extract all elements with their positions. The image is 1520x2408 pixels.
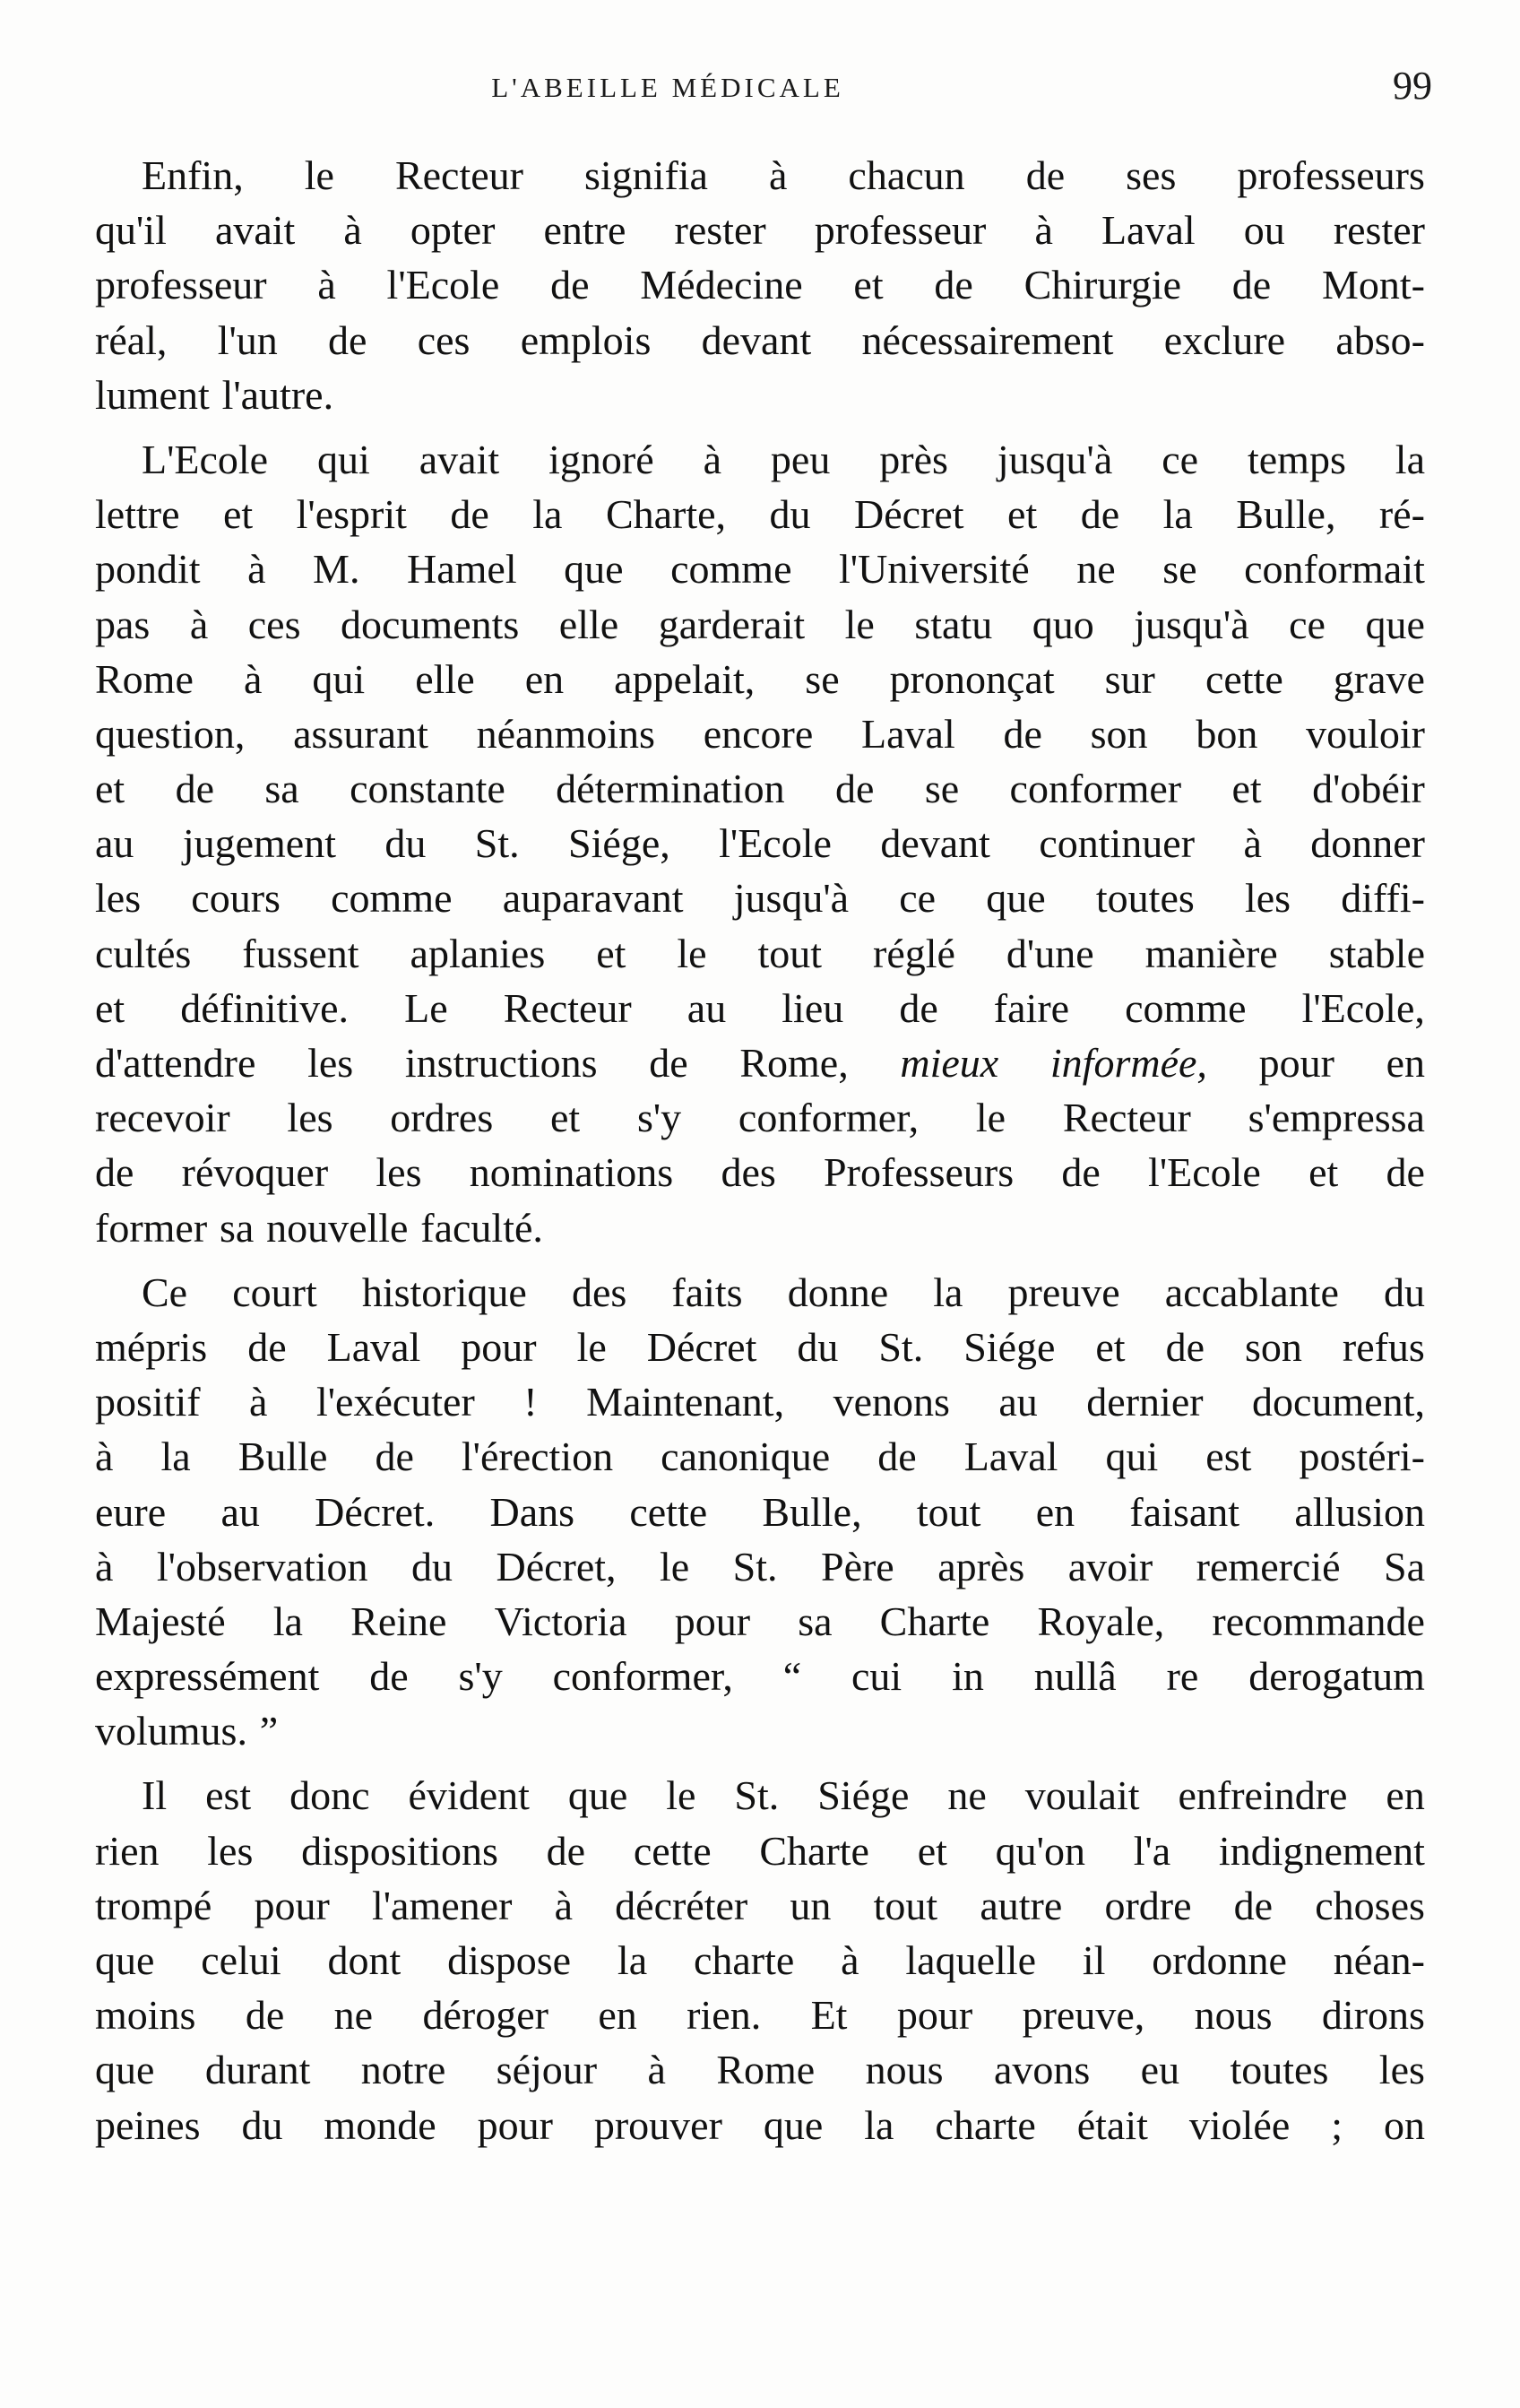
text-line: expressément de s'y conformer, “ cui in nullâ re derogatum — [95, 1653, 1425, 1700]
text-line: Rome à qui elle en appelait, se prononçat sur cette grave — [95, 655, 1425, 702]
paragraph — [95, 148, 1425, 422]
body-text — [95, 148, 1425, 2162]
text-line: L'Ecole qui avait ignoré à peu près jusqu'à ce temps la — [142, 436, 1425, 482]
text-line: professeur à l'Ecole de Médecine et de Chirurgie de Mont- — [95, 262, 1425, 308]
text-line: et de sa constante détermination de se conformer et d'obéir — [95, 766, 1425, 812]
text-line: qu'il avait à opter entre rester professeur à Laval ou rester — [95, 207, 1425, 254]
text-line: et définitive. Le Recteur au lieu de faire comme l'Ecole, — [95, 984, 1425, 1031]
paragraph — [95, 1768, 1425, 2152]
text-line: à la Bulle de l'érection canonique de Laval qui est postéri- — [95, 1434, 1425, 1480]
text-line: former sa nouvelle faculté. — [95, 1204, 543, 1251]
running-title: L'ABEILLE MÉDICALE — [491, 72, 844, 103]
text-line: Enfin, le Recteur signifia à chacun de ses professeurs — [142, 152, 1425, 198]
text-line: Majesté la Reine Victoria pour sa Charte Royale, recommande — [95, 1598, 1425, 1644]
text-line: positif à l'exécuter ! Maintenant, venons au dernier document, — [95, 1379, 1425, 1425]
text-line: volumus. ” — [95, 1708, 279, 1754]
text-line: lument l'autre. — [95, 371, 334, 418]
text-line: lettre et l'esprit de la Charte, du Décret et de la Bulle, ré- — [95, 491, 1425, 538]
text-line: cultés fussent aplanies et le tout réglé d'une manière stable — [95, 930, 1425, 976]
text-line: à l'observation du Décret, le St. Père après avoir remercié Sa — [95, 1543, 1425, 1589]
text-line: pondit à M. Hamel que comme l'Université ne se conformait — [95, 546, 1425, 593]
text-line: que durant notre séjour à Rome nous avons eu toutes les — [95, 2047, 1425, 2093]
text-line: que celui dont dispose la charte à laquelle il ordonne néan- — [95, 1937, 1425, 1983]
text-line: au jugement du St. Siége, l'Ecole devant continuer à donner — [95, 820, 1425, 867]
text-line: Ce court historique des faits donne la preuve accablante du — [142, 1269, 1425, 1315]
text-line: réal, l'un de ces emplois devant nécessairement exclure abso- — [95, 316, 1425, 363]
text-line: les cours comme auparavant jusqu'à ce que toutes les diffi- — [95, 875, 1425, 922]
text-line: eure au Décret. Dans cette Bulle, tout en faisant allusion — [95, 1488, 1425, 1535]
text-line: rien les dispositions de cette Charte et qu'on l'a indignement — [95, 1827, 1425, 1874]
text-line: d'attendre les instructions de Rome, mieux informée, pour en — [95, 1040, 1425, 1086]
text-line: mépris de Laval pour le Décret du St. Siége et de son refus — [95, 1323, 1425, 1370]
text-line: moins de ne déroger en rien. Et pour preuve, nous dirons — [95, 1992, 1425, 2039]
text-line: pas à ces documents elle garderait le statu quo jusqu'à ce que — [95, 601, 1425, 647]
text-line: peines du monde pour prouver que la charte était violée ; on — [95, 2101, 1425, 2148]
paragraph — [95, 432, 1425, 1255]
page-number: 99 — [1393, 64, 1432, 108]
text-line: Il est donc évident que le St. Siége ne voulait enfreindre en — [142, 1772, 1425, 1819]
text-line: recevoir les ordres et s'y conformer, le Recteur s'empressa — [95, 1095, 1425, 1141]
text-line: de révoquer les nominations des Professeurs de l'Ecole et de — [95, 1149, 1425, 1196]
paragraph — [95, 1265, 1425, 1759]
text-line: trompé pour l'amener à décréter un tout autre ordre de choses — [95, 1882, 1425, 1928]
text-line: question, assurant néanmoins encore Laval de son bon vouloir — [95, 710, 1425, 757]
